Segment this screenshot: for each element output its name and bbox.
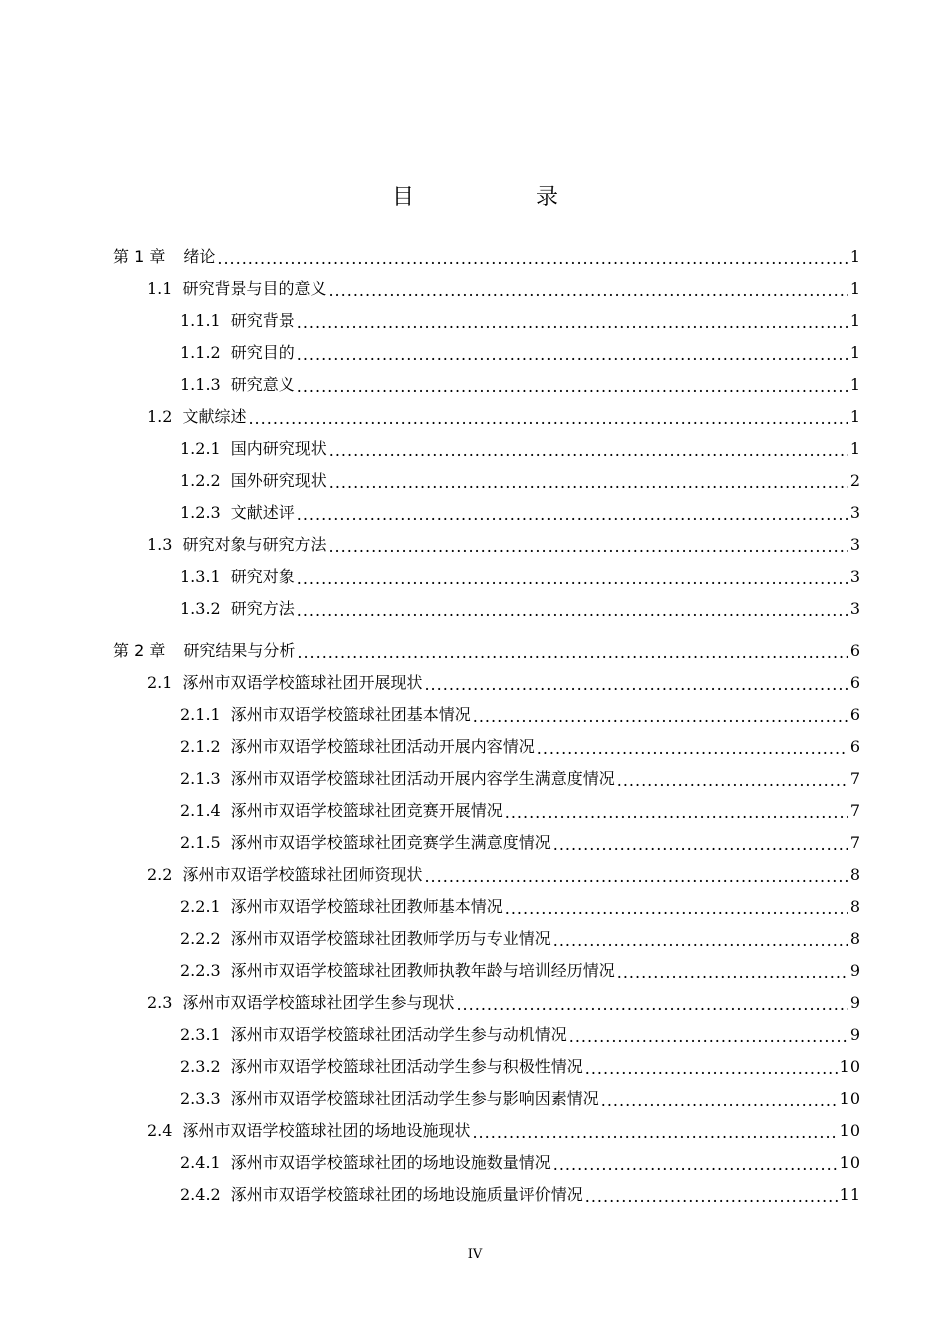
toc-entry-title: 涿州市双语学校篮球社团的场地设施现状 <box>182 1121 471 1140</box>
toc-entry-title: 涿州市双语学校篮球社团竞赛学生满意度情况 <box>230 833 551 852</box>
toc-entry-page: 8 <box>849 897 860 916</box>
toc-entry[interactable] <box>147 859 860 891</box>
toc-entry-title: 涿州市双语学校篮球社团学生参与现状 <box>182 993 455 1012</box>
toc-entry-number: 1.3 <box>147 535 173 554</box>
toc-entry[interactable] <box>180 305 860 337</box>
toc-entry-number: 1.2.3 <box>180 503 221 522</box>
toc-entry-number: 2.2 <box>147 865 173 884</box>
toc-entry-page: 7 <box>849 769 860 788</box>
toc-entry-title: 涿州市双语学校篮球社团活动学生参与动机情况 <box>230 1025 567 1044</box>
toc-entry[interactable] <box>180 1147 860 1179</box>
toc-dot-leader <box>329 435 848 467</box>
toc-entry-number: 1.2.1 <box>180 439 221 458</box>
toc-entry[interactable] <box>180 1083 860 1115</box>
toc-entry-title: 文献述评 <box>230 503 295 522</box>
toc-dot-leader <box>329 467 848 499</box>
toc-entry-page: 1 <box>849 375 860 394</box>
toc-entry[interactable] <box>180 731 860 763</box>
toc-entry-number: 1.1.2 <box>180 343 221 362</box>
toc-entry-title: 研究对象 <box>230 567 295 586</box>
toc-entry-number: 2.2.2 <box>180 929 221 948</box>
toc-entry[interactable] <box>180 497 860 529</box>
toc-entry-page: 3 <box>849 567 860 586</box>
toc-entry-page: 7 <box>849 833 860 852</box>
toc-entry-title: 研究方法 <box>230 599 295 618</box>
toc-entry-number: 2.3.2 <box>180 1057 221 1076</box>
toc-entry-page: 6 <box>849 705 860 724</box>
toc-entry[interactable] <box>180 955 860 987</box>
toc-dot-leader <box>328 531 847 563</box>
toc-entry-title: 绪论 <box>183 247 216 266</box>
toc-dot-leader <box>456 989 847 1021</box>
toc-entry[interactable] <box>147 529 860 561</box>
toc-entry-title: 涿州市双语学校篮球社团教师学历与专业情况 <box>230 929 551 948</box>
toc-entry[interactable] <box>180 1019 860 1051</box>
toc-entry-number: 1.1.1 <box>180 311 221 330</box>
page-title: 目 录 <box>391 185 608 210</box>
toc-entry[interactable] <box>147 667 860 699</box>
toc-entry-page: 9 <box>849 961 860 980</box>
toc-entry-page: 7 <box>849 801 860 820</box>
toc-entry-page: 6 <box>849 737 860 756</box>
toc-entry-number: 2.2.3 <box>180 961 221 980</box>
toc-entry-number: 2.2.1 <box>180 897 221 916</box>
toc-entry-title: 研究背景 <box>230 311 295 330</box>
toc-dot-leader <box>473 701 848 733</box>
toc-entry-title: 涿州市双语学校篮球社团的场地设施质量评价情况 <box>230 1185 583 1204</box>
toc-dot-leader <box>585 1053 838 1085</box>
toc-entry-title: 涿州市双语学校篮球社团活动学生参与积极性情况 <box>230 1057 583 1076</box>
toc-entry-page: 10 <box>839 1057 860 1076</box>
toc-entry[interactable] <box>180 923 860 955</box>
toc-entry-page: 1 <box>849 343 860 362</box>
toc-entry-title: 研究目的 <box>230 343 295 362</box>
toc-entry-page: 6 <box>849 641 860 660</box>
toc-entry-page: 8 <box>849 865 860 884</box>
toc-entry-page: 2 <box>849 471 860 490</box>
toc-entry[interactable] <box>180 891 860 923</box>
toc-entry-number: 第 2 章 <box>113 641 166 660</box>
toc-entry-number: 2.1.1 <box>180 705 221 724</box>
toc-entry-title: 研究意义 <box>230 375 295 394</box>
toc-entry-title: 国内研究现状 <box>230 439 327 458</box>
toc-entry-number: 2.3.3 <box>180 1089 221 1108</box>
toc-entry-number: 2.1.2 <box>180 737 221 756</box>
toc-entry-number: 2.4.2 <box>180 1185 221 1204</box>
toc-dot-leader <box>585 1181 838 1213</box>
toc-entry-number: 2.1.5 <box>180 833 221 852</box>
toc-entry[interactable] <box>180 593 860 625</box>
toc-dot-leader <box>248 403 847 435</box>
toc-dot-leader <box>297 595 848 627</box>
toc-entry[interactable] <box>180 369 860 401</box>
toc-entry-title: 涿州市双语学校篮球社团竞赛开展情况 <box>230 801 503 820</box>
toc-entry-page: 10 <box>839 1089 860 1108</box>
toc-entry-number: 2.1.4 <box>180 801 221 820</box>
toc-entry-title: 研究背景与目的意义 <box>182 279 327 298</box>
toc-entry-number: 2.1.3 <box>180 769 221 788</box>
toc-entry-page: 9 <box>849 993 860 1012</box>
toc-entry-number: 2.4.1 <box>180 1153 221 1172</box>
toc-dot-leader <box>424 669 847 701</box>
toc-dot-leader <box>297 499 848 531</box>
toc-entry[interactable] <box>147 273 860 305</box>
toc-entry-page: 8 <box>849 929 860 948</box>
toc-entry-title: 涿州市双语学校篮球社团活动学生参与影响因素情况 <box>230 1089 599 1108</box>
toc-entry-page: 1 <box>849 247 860 266</box>
toc-entry[interactable] <box>180 795 860 827</box>
toc-entry-page: 11 <box>839 1185 860 1204</box>
toc-dot-leader <box>505 797 848 829</box>
toc-entry[interactable] <box>180 337 860 369</box>
toc-entry[interactable] <box>180 827 860 859</box>
toc-entry-number: 2.1 <box>147 673 173 692</box>
toc-entry[interactable] <box>147 987 860 1019</box>
toc-entry-page: 10 <box>839 1121 860 1140</box>
toc-entry-page: 1 <box>849 439 860 458</box>
toc-entry-title: 研究对象与研究方法 <box>182 535 327 554</box>
toc-entry-number: 1.3.2 <box>180 599 221 618</box>
toc-dot-leader <box>424 861 847 893</box>
toc-dot-leader <box>601 1085 838 1117</box>
toc-entry-number: 2.3.1 <box>180 1025 221 1044</box>
toc-entry-title: 涿州市双语学校篮球社团的场地设施数量情况 <box>230 1153 551 1172</box>
toc-dot-leader <box>297 339 848 371</box>
toc-entry-page: 1 <box>849 407 860 426</box>
toc-dot-leader <box>328 275 847 307</box>
toc-entry-page: 3 <box>849 599 860 618</box>
toc-dot-leader <box>617 765 848 797</box>
toc-dot-leader <box>617 957 848 989</box>
toc-entry[interactable] <box>180 465 860 497</box>
toc-entry-page: 3 <box>849 535 860 554</box>
toc-entry-title: 涿州市双语学校篮球社团开展现状 <box>182 673 423 692</box>
toc-entry[interactable] <box>180 1179 860 1211</box>
toc-entry[interactable] <box>147 1115 860 1147</box>
toc-dot-leader <box>553 925 848 957</box>
toc-entry-title: 国外研究现状 <box>230 471 327 490</box>
toc-entry-number: 第 1 章 <box>113 247 166 266</box>
toc-dot-leader <box>297 307 848 339</box>
toc-dot-leader <box>553 1149 838 1181</box>
toc-entry-title: 涿州市双语学校篮球社团活动开展内容情况 <box>230 737 535 756</box>
toc-entry-title: 涿州市双语学校篮球社团教师执教年龄与培训经历情况 <box>230 961 615 980</box>
toc-dot-leader <box>505 893 848 925</box>
toc-entry-page: 1 <box>849 279 860 298</box>
toc-entry[interactable] <box>113 241 860 273</box>
toc-dot-leader <box>297 563 848 595</box>
toc-entry-page: 3 <box>849 503 860 522</box>
toc-entry-number: 1.2.2 <box>180 471 221 490</box>
toc-entry[interactable] <box>113 635 860 667</box>
toc-entry-number: 1.1 <box>147 279 173 298</box>
toc-entry-number: 1.2 <box>147 407 173 426</box>
toc-entry-number: 1.1.3 <box>180 375 221 394</box>
toc-entry-title: 涿州市双语学校篮球社团活动开展内容学生满意度情况 <box>230 769 615 788</box>
page-number-footer: IV <box>467 1247 483 1262</box>
toc-entry-page: 9 <box>849 1025 860 1044</box>
toc-entry-title: 研究结果与分析 <box>183 641 296 660</box>
toc-entry[interactable] <box>180 433 860 465</box>
toc-entry[interactable] <box>180 1051 860 1083</box>
toc-entry-title: 文献综述 <box>182 407 247 426</box>
toc-dot-leader <box>217 243 847 275</box>
toc-dot-leader <box>553 829 848 861</box>
toc-entry-page: 6 <box>849 673 860 692</box>
toc-entry[interactable] <box>180 699 860 731</box>
toc-entry[interactable] <box>180 763 860 795</box>
toc-dot-leader <box>297 637 847 669</box>
toc-dot-leader <box>537 733 848 765</box>
toc-entry-title: 涿州市双语学校篮球社团基本情况 <box>230 705 471 724</box>
toc-entry-page: 1 <box>849 311 860 330</box>
toc-dot-leader <box>297 371 848 403</box>
toc-dot-leader <box>472 1117 837 1149</box>
toc-entry-number: 2.3 <box>147 993 173 1012</box>
toc-dot-leader <box>569 1021 848 1053</box>
toc-entry-title: 涿州市双语学校篮球社团教师基本情况 <box>230 897 503 916</box>
toc-entry[interactable] <box>147 401 860 433</box>
toc-entry[interactable] <box>180 561 860 593</box>
toc-entry-title: 涿州市双语学校篮球社团师资现状 <box>182 865 423 884</box>
toc-entry-page: 10 <box>839 1153 860 1172</box>
toc-entry-number: 2.4 <box>147 1121 173 1140</box>
toc-entry-number: 1.3.1 <box>180 567 221 586</box>
